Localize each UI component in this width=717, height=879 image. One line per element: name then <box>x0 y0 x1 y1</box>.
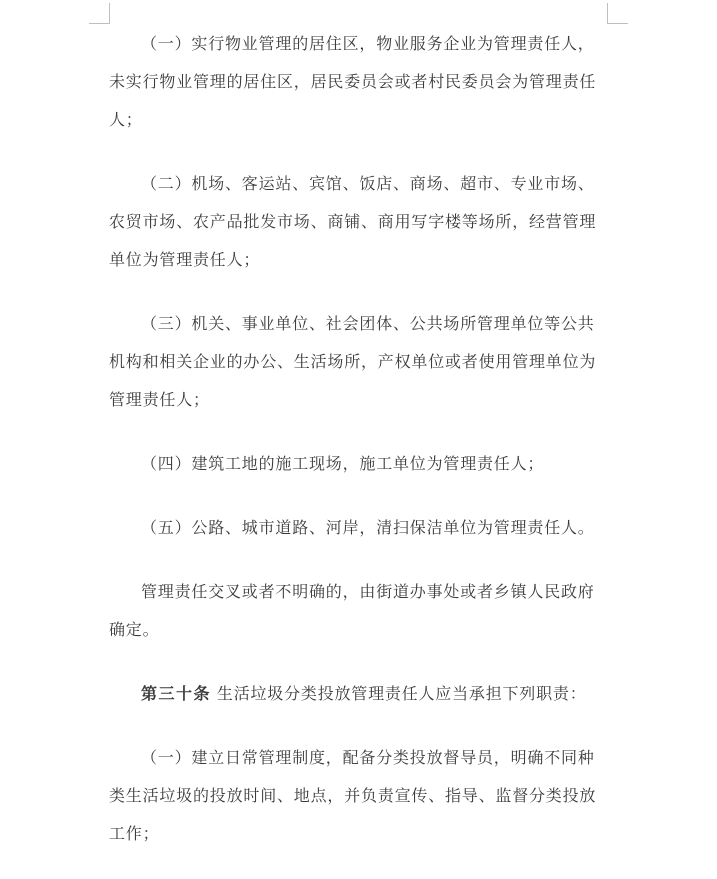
paragraph-text: 管理责任交叉或者不明确的，由街道办事处或者乡镇人民政府确定。 <box>109 582 595 639</box>
paragraph-responsibility-note <box>109 573 607 649</box>
paragraph-item-2 <box>109 165 607 279</box>
paragraph-item-3 <box>109 305 607 419</box>
article-text: 生活垃圾分类投放管理责任人应当承担下列职责： <box>211 684 587 703</box>
paragraph-item-1 <box>109 25 607 139</box>
paragraph-item-5 <box>109 509 607 547</box>
article-30-heading <box>109 675 607 713</box>
paragraph-text: （四）建筑工地的施工现场，施工单位为管理责任人； <box>141 454 545 473</box>
page-corner-mark-right <box>607 3 628 24</box>
paragraph-text: （一）实行物业管理的居住区，物业服务企业为管理责任人，未实行物业管理的居住区，居民委员会或者村民委员会为管理责任人； <box>109 34 597 129</box>
paragraph-text: （五）公路、城市道路、河岸，清扫保洁单位为管理责任人。 <box>141 518 595 537</box>
page-corner-mark-left <box>89 3 110 24</box>
paragraph-text: （二）机场、客运站、宾馆、饭店、商场、超市、专业市场、农贸市场、农产品批发市场、商铺、商用写字楼等场所，经营管理单位为管理责任人； <box>109 174 597 269</box>
paragraph-item-duty-1 <box>109 739 607 853</box>
paragraph-item-4 <box>109 445 607 483</box>
paragraph-text: （三）机关、事业单位、社会团体、公共场所管理单位等公共机构和相关企业的办公、生活场所，产权单位或者使用管理单位为管理责任人； <box>109 314 597 409</box>
document-body <box>109 25 607 879</box>
article-number: 第三十条 <box>141 684 212 703</box>
paragraph-text: （一）建立日常管理制度，配备分类投放督导员，明确不同种类生活垃圾的投放时间、地点，并负责宣传、指导、监督分类投放工作； <box>109 748 597 843</box>
